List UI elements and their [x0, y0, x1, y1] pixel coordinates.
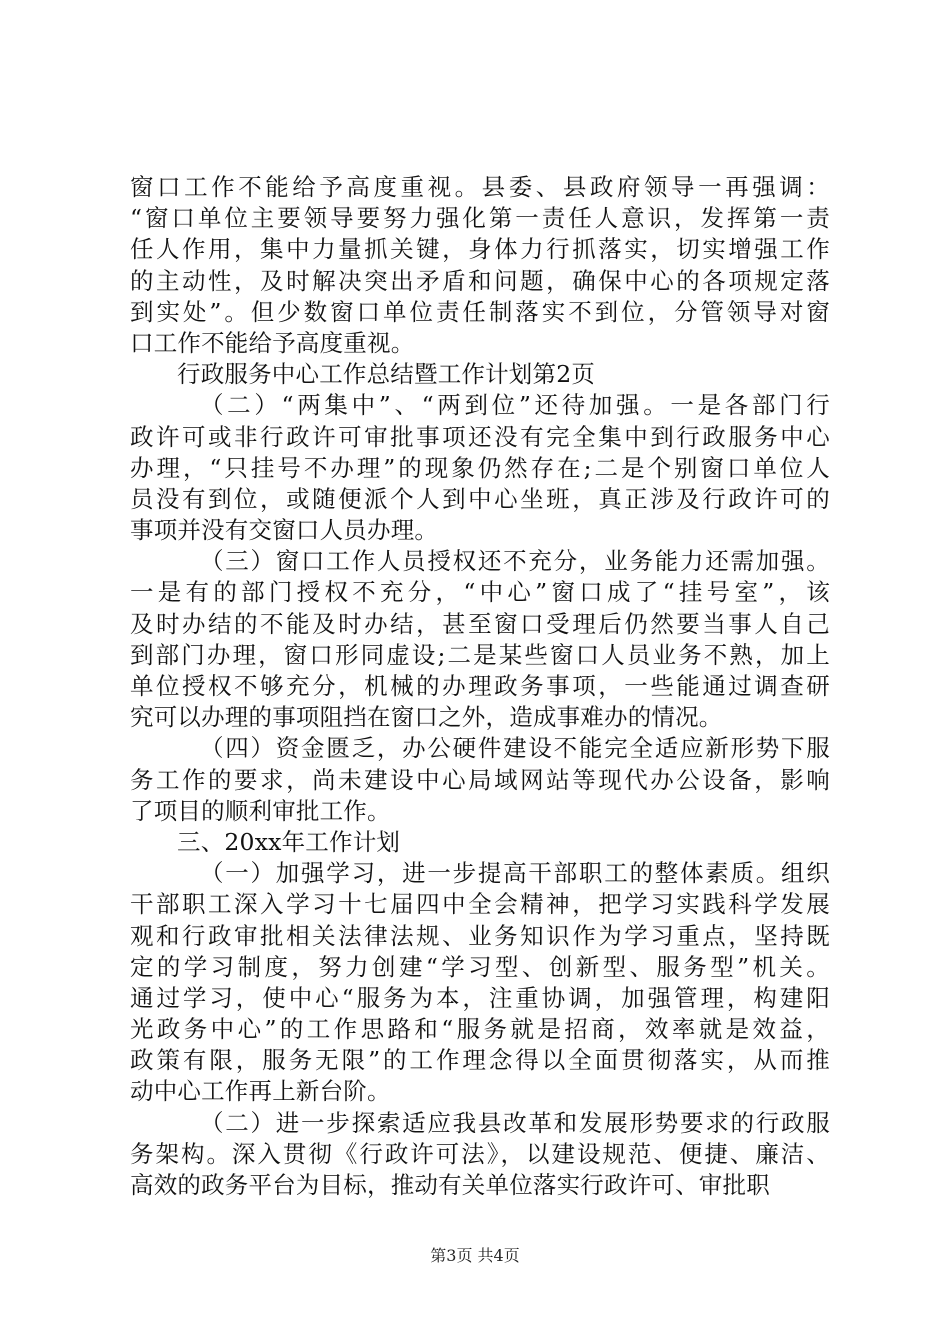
text-line: 口工作不能给予高度重视。	[130, 328, 415, 357]
paragraph	[130, 733, 830, 827]
text-line: 到实处”。但少数窗口单位责任制落实不到位，分管领导对窗	[130, 297, 830, 326]
text-line: （四）资金匮乏，办公硬件建设不能完全适应新形势下服	[200, 734, 830, 763]
paragraph	[130, 1108, 830, 1202]
paragraph	[130, 172, 830, 359]
text-line: 办理，“只挂号不办理”的现象仍然存在;二是个别窗口单位人	[130, 453, 830, 482]
text-line: 到部门办理，窗口形同虚设;二是某些窗口人员业务不熟，加上	[130, 640, 830, 669]
text-line: 窗口工作不能给予高度重视。县委、县政府领导一再强调：	[130, 173, 830, 201]
text-line: 定的学习制度，努力创建“学习型、创新型、服务型”机关。	[130, 952, 830, 981]
text-line: （一）加强学习，进一步提高干部职工的整体素质。组织	[200, 859, 830, 888]
text-line: 干部职工深入学习十七届四中全会精神，把学习实践科学发展	[130, 890, 830, 919]
paragraph	[130, 359, 830, 390]
text-line: 通过学习，使中心“服务为本，注重协调，加强管理，构建阳	[130, 983, 830, 1012]
text-line: “窗口单位主要领导要努力强化第一责任人意识，发挥第一责	[130, 204, 830, 233]
text-line: 务工作的要求，尚未建设中心局域网站等现代办公设备，影响	[130, 765, 830, 794]
text-line: （三）窗口工作人员授权还不充分，业务能力还需加强。	[200, 547, 830, 576]
text-line: 及时办结的不能及时办结，甚至窗口受理后仍然要当事人自己	[130, 609, 830, 638]
text-line: 高效的政务平台为目标，推动有关单位落实行政许可、审批职	[130, 1171, 770, 1199]
text-line: （二）“两集中”、“两到位”还待加强。一是各部门行	[200, 391, 830, 420]
text-line: 务架构。深入贯彻《行政许可法》，以建设规范、便捷、廉洁、	[130, 1139, 830, 1168]
text-line: 员没有到位，或随便派个人到中心坐班，真正涉及行政许可的	[130, 484, 830, 513]
paragraph	[130, 858, 830, 1108]
text-line: 究可以办理的事项阻挡在窗口之外，造成事难办的情况。	[130, 703, 723, 732]
text-line: 行政服务中心工作总结暨工作计划第2页	[177, 360, 596, 389]
text-line: 事项并没有交窗口人员办理。	[130, 516, 439, 545]
paragraph	[130, 827, 830, 858]
text-line: 观和行政审批相关法律法规、业务知识作为学习重点，坚持既	[130, 921, 830, 950]
paragraph	[130, 390, 830, 546]
paragraph	[130, 546, 830, 733]
text-line: 了项目的顺利审批工作。	[130, 796, 391, 825]
text-line: 任人作用，集中力量抓关键，身体力行抓落实，切实增强工作	[130, 235, 830, 264]
text-line: 三、20xx年工作计划	[177, 827, 401, 856]
document-body	[130, 172, 830, 1201]
text-line: 的主动性，及时解决突出矛盾和问题，确保中心的各项规定落	[130, 266, 830, 295]
page-footer: 第3页 共4页	[430, 1246, 520, 1265]
text-line: 政许可或非行政许可审批事项还没有完全集中到行政服务中心	[130, 422, 830, 451]
text-line: 单位授权不够充分，机械的办理政务事项，一些能通过调查研	[130, 672, 830, 700]
text-line: 政策有限，服务无限”的工作理念得以全面贯彻落实，从而推	[130, 1046, 830, 1075]
text-line: 光政务中心”的工作思路和“服务就是招商，效率就是效益，	[130, 1015, 830, 1044]
text-line: （二）进一步探索适应我县改革和发展形势要求的行政服	[200, 1108, 830, 1137]
text-line: 动中心工作再上新台阶。	[130, 1077, 391, 1106]
text-line: 一是有的部门授权不充分，“中心”窗口成了“挂号室”，该	[130, 578, 830, 607]
